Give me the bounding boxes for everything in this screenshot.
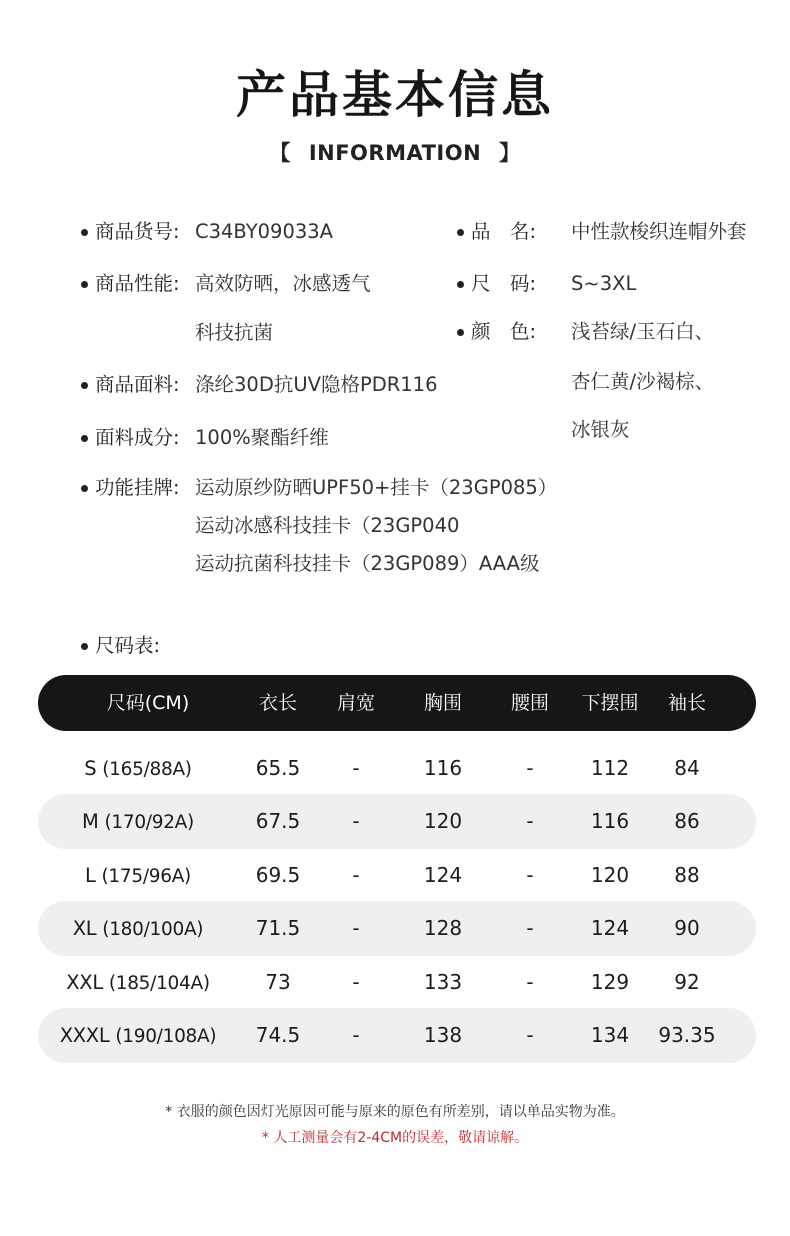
size-spec: (175/96A) [101,866,191,887]
info-value: 运动冰感科技挂卡（23GP040 [195,514,460,537]
cell-size [48,955,228,1010]
measurement-disclaimer: * 人工测量会有2-4CM的误差，敬请谅解。 [261,1130,529,1146]
table-row [38,741,756,796]
size-code: XL [72,917,97,940]
size-code: M [82,810,99,833]
info-label: 功能挂牌: [95,476,180,499]
bullet-icon [457,329,464,336]
size-spec: (190/108A) [115,1026,217,1047]
cell-waist: - [526,756,534,780]
cell-length: 65.5 [255,756,301,780]
cell-size [48,848,228,903]
cell-sleeve: 84 [674,756,700,780]
cell-waist: - [526,970,534,994]
cell-waist: - [526,916,534,940]
info-value: 涤纶30D抗UV隐格PDR116 [195,373,438,396]
bullet-icon [81,485,88,492]
cell-length: 73 [265,970,291,994]
size-spec: (165/88A) [102,759,192,780]
bullet-icon [457,281,464,288]
info-label: 面料成分: [95,426,180,449]
info-label: 商品面料: [95,373,180,396]
table-row [38,794,756,849]
cell-length: 67.5 [255,809,301,833]
page-subtitle [0,138,790,168]
info-label: 尺 码: [471,272,537,295]
size-code: L [85,864,96,887]
info-label: 颜 色: [471,320,537,343]
cell-hem: 124 [590,916,630,940]
table-row [38,848,756,903]
header-sleeve: 袖长 [667,692,706,714]
cell-waist: - [526,809,534,833]
bullet-icon [457,229,464,236]
bullet-icon [81,382,88,389]
bullet-icon [81,643,88,650]
info-value: S~3XL [571,272,637,295]
cell-length: 71.5 [255,916,301,940]
cell-shoulder: - [352,1023,360,1047]
cell-hem: 116 [590,809,630,833]
page-title: 产品基本信息 [236,66,554,124]
info-value: 冰银灰 [571,418,630,441]
table-row [38,1008,756,1063]
cell-chest: 116 [423,756,463,780]
caption-text: 尺码表: [95,634,161,657]
cell-size [48,794,228,849]
cell-sleeve: 86 [674,809,700,833]
cell-waist: - [526,863,534,887]
size-spec: (185/104A) [108,973,210,994]
cell-length: 69.5 [255,863,301,887]
bullet-icon [81,229,88,236]
info-value: 科技抗菌 [195,321,274,344]
info-value: 运动原纱防晒UPF50+挂卡（23GP085） [195,476,558,499]
cell-chest: 138 [423,1023,463,1047]
info-value: 高效防晒，冰感透气 [195,272,371,295]
cell-shoulder: - [352,863,360,887]
header-waist: 腰围 [510,692,549,714]
table-row [38,955,756,1010]
cell-shoulder: - [352,970,360,994]
bracket-left: 【 [269,141,291,165]
header-hem: 下摆围 [581,692,639,714]
size-code: S [84,757,97,780]
cell-hem: 120 [590,863,630,887]
cell-chest: 120 [423,809,463,833]
info-label: 品 名: [471,220,537,243]
bullet-icon [81,435,88,442]
cell-waist: - [526,1023,534,1047]
cell-sleeve: 88 [674,863,700,887]
color-disclaimer: * 衣服的颜色因灯光原因可能与原来的原色有所差别，请以单品实物为准。 [165,1104,625,1120]
info-value: 100%聚酯纤维 [195,426,329,449]
header-length: 衣长 [258,692,297,714]
size-code: XXXL [59,1024,110,1047]
cell-shoulder: - [352,916,360,940]
size-spec: (180/100A) [102,919,204,940]
cell-length: 74.5 [255,1023,301,1047]
cell-shoulder: - [352,756,360,780]
cell-size [48,741,228,796]
header-size: 尺码(CM) [106,692,190,714]
size-table-header [38,675,756,731]
cell-shoulder: - [352,809,360,833]
info-value: C34BY09033A [195,220,334,243]
info-value: 杏仁黄/沙褐棕、 [571,370,715,393]
cell-chest: 128 [423,916,463,940]
subtitle-text: INFORMATION [308,141,482,165]
bullet-icon [81,281,88,288]
cell-sleeve: 90 [674,916,700,940]
size-spec: (170/92A) [104,812,194,833]
bracket-right: 】 [499,141,521,165]
cell-chest: 133 [423,970,463,994]
info-value: 中性款梭织连帽外套 [571,220,747,243]
size-code: XXL [66,971,103,994]
cell-size [48,1008,228,1063]
table-row [38,901,756,956]
header-shoulder: 肩宽 [336,692,375,714]
cell-hem: 112 [590,756,630,780]
cell-size [48,901,228,956]
cell-sleeve: 92 [674,970,700,994]
cell-hem: 134 [590,1023,630,1047]
cell-chest: 124 [423,863,463,887]
info-value: 浅苔绿/玉石白、 [571,320,715,343]
info-value: 运动抗菌科技挂卡（23GP089）AAA级 [195,552,540,575]
cell-hem: 129 [590,970,630,994]
info-label: 商品货号: [95,220,180,243]
cell-sleeve: 93.35 [658,1023,716,1047]
header-chest: 胸围 [423,692,462,714]
info-label: 商品性能: [95,272,180,295]
